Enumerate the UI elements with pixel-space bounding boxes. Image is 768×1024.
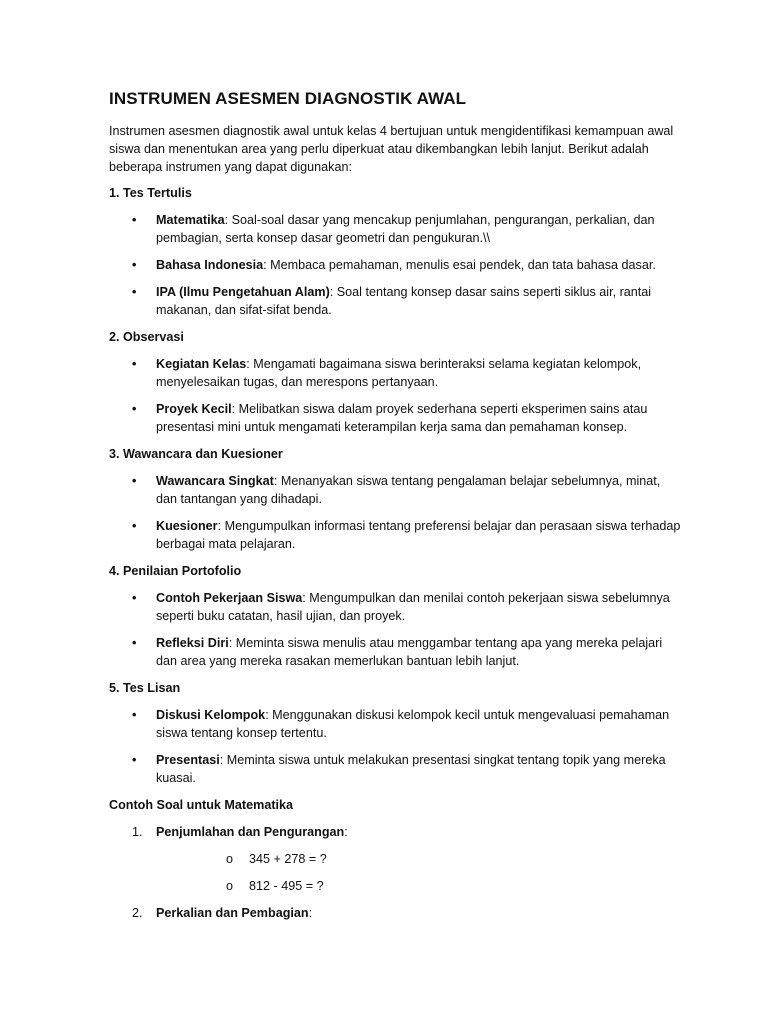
- bullet-glyph: •: [132, 285, 137, 299]
- bullet-term: Kuesioner: [156, 519, 218, 533]
- bullet-item: [109, 400, 681, 436]
- example-item: [109, 823, 681, 895]
- page-title: INSTRUMEN ASESMEN DIAGNOSTIK AWAL: [109, 89, 467, 108]
- bullet-term: Wawancara Singkat: [156, 474, 274, 488]
- bullet-list: [109, 706, 681, 787]
- section-heading: 2. Observasi: [109, 330, 184, 344]
- bullet-term: Presentasi: [156, 753, 220, 767]
- section-heading: 5. Tes Lisan: [109, 681, 181, 695]
- bullet-text: : Membaca pemahaman, menulis esai pendek, dan tata bahasa dasar.: [263, 258, 656, 272]
- bullet-list: [109, 589, 681, 670]
- problem-text: 345 + 278 = ?: [249, 852, 327, 866]
- bullet-item: [109, 589, 681, 625]
- problem-item: [156, 877, 681, 895]
- examples-section: [109, 796, 681, 922]
- bullet-term: Bahasa Indonesia: [156, 258, 264, 272]
- example-number: 1.: [132, 825, 143, 839]
- problem-list: [156, 850, 681, 895]
- bullet-item: [109, 634, 681, 670]
- example-label: Penjumlahan dan Pengurangan: [156, 825, 345, 839]
- bullet-glyph: •: [132, 474, 137, 488]
- section-5: [109, 679, 681, 787]
- bullet-list: [109, 355, 681, 436]
- bullet-item: [109, 256, 681, 274]
- section-heading: 3. Wawancara dan Kuesioner: [109, 447, 283, 461]
- section-3: [109, 445, 681, 553]
- bullet-term: Kegiatan Kelas: [156, 357, 247, 371]
- bullet-text: : Mengumpulkan informasi tentang preferensi belajar dan perasaan siswa terhadap berbagai mata pelajaran.: [156, 519, 681, 551]
- bullet-item: [109, 517, 681, 553]
- bullet-glyph: •: [132, 213, 137, 227]
- bullet-text: : Menanyakan siswa tentang pengalaman belajar sebelumnya, minat, dan tantangan yang dihadapi.: [156, 474, 661, 506]
- bullet-item: [109, 283, 681, 319]
- bullet-text: : Menggunakan diskusi kelompok kecil untuk mengevaluasi pemahaman siswa tentang konsep tertentu.: [156, 708, 670, 740]
- bullet-term: Contoh Pekerjaan Siswa: [156, 591, 303, 605]
- example-label: Perkalian dan Pembagian: [156, 906, 309, 920]
- bullet-text: : Soal tentang konsep dasar sains seperti siklus air, rantai makanan, dan sifat-sifat benda.: [156, 285, 652, 317]
- document-body: [109, 88, 681, 931]
- bullet-text: : Mengumpulkan dan menilai contoh pekerjaan siswa sebelumnya seperti buku catatan, hasil ujian, dan proyek.: [156, 591, 670, 623]
- bullet-text: : Soal-soal dasar yang mencakup penjumlahan, pengurangan, perkalian, dan pembagian, serta konsep dasar geometri dan pengukuran.\\: [156, 213, 655, 245]
- bullet-term: Refleksi Diri: [156, 636, 229, 650]
- bullet-glyph: •: [132, 519, 137, 533]
- example-suffix: :: [344, 825, 348, 839]
- section-2: [109, 328, 681, 436]
- examples-heading: Contoh Soal untuk Matematika: [109, 798, 294, 812]
- bullet-item: [109, 355, 681, 391]
- example-suffix: :: [308, 906, 313, 920]
- bullet-glyph: •: [132, 591, 137, 605]
- bullet-list: [109, 211, 681, 319]
- bullet-glyph: •: [132, 357, 137, 371]
- bullet-text: : Melibatkan siswa dalam proyek sederhana seperti eksperimen sains atau presentasi mini untuk mengamati keterampilan kerja sama dan pemahaman konsep.: [156, 402, 648, 434]
- sections-container: [109, 184, 681, 787]
- bullet-glyph: •: [132, 753, 137, 767]
- example-number: 2.: [132, 906, 143, 920]
- section-4: [109, 562, 681, 670]
- bullet-term: Diskusi Kelompok: [156, 708, 266, 722]
- section-1: [109, 184, 681, 319]
- examples-list: [109, 823, 681, 922]
- bullet-glyph: •: [132, 636, 137, 650]
- bullet-glyph: •: [132, 402, 137, 416]
- bullet-text: : Mengamati bagaimana siswa berinteraksi selama kegiatan kelompok, menyelesaikan tugas, dan merespons pertanyaan.: [156, 357, 642, 389]
- bullet-item: [109, 751, 681, 787]
- sub-bullet-glyph: o: [226, 852, 234, 866]
- bullet-item: [109, 706, 681, 742]
- problem-item: [156, 850, 681, 868]
- problem-text: 812 - 495 = ?: [249, 879, 324, 893]
- bullet-glyph: •: [132, 258, 137, 272]
- sub-bullet-glyph: o: [226, 879, 234, 893]
- example-item: [109, 904, 681, 922]
- bullet-item: [109, 472, 681, 508]
- bullet-text: : Meminta siswa untuk melakukan presentasi singkat tentang topik yang mereka kuasai.: [156, 753, 666, 785]
- bullet-list: [109, 472, 681, 553]
- bullet-text: : Meminta siswa menulis atau menggambar tentang apa yang mereka pelajari dan area yang mereka rasakan memerlukan bantuan lebih lanjut.: [156, 636, 663, 668]
- section-heading: 4. Penilaian Portofolio: [109, 564, 242, 578]
- bullet-term: IPA (Ilmu Pengetahuan Alam): [156, 285, 330, 299]
- bullet-term: Proyek Kecil: [156, 402, 232, 416]
- bullet-term: Matematika: [156, 213, 225, 227]
- section-heading: 1. Tes Tertulis: [109, 186, 192, 200]
- bullet-glyph: •: [132, 708, 137, 722]
- intro-paragraph: Instrumen asesmen diagnostik awal untuk kelas 4 bertujuan untuk mengidentifikasi kemampuan awal siswa dan menentukan area yang perlu diperkuat atau dikembangkan lebih lanjut. Berikut adalah beberapa instrumen yang dapat digunakan:: [109, 124, 674, 174]
- bullet-item: [109, 211, 681, 247]
